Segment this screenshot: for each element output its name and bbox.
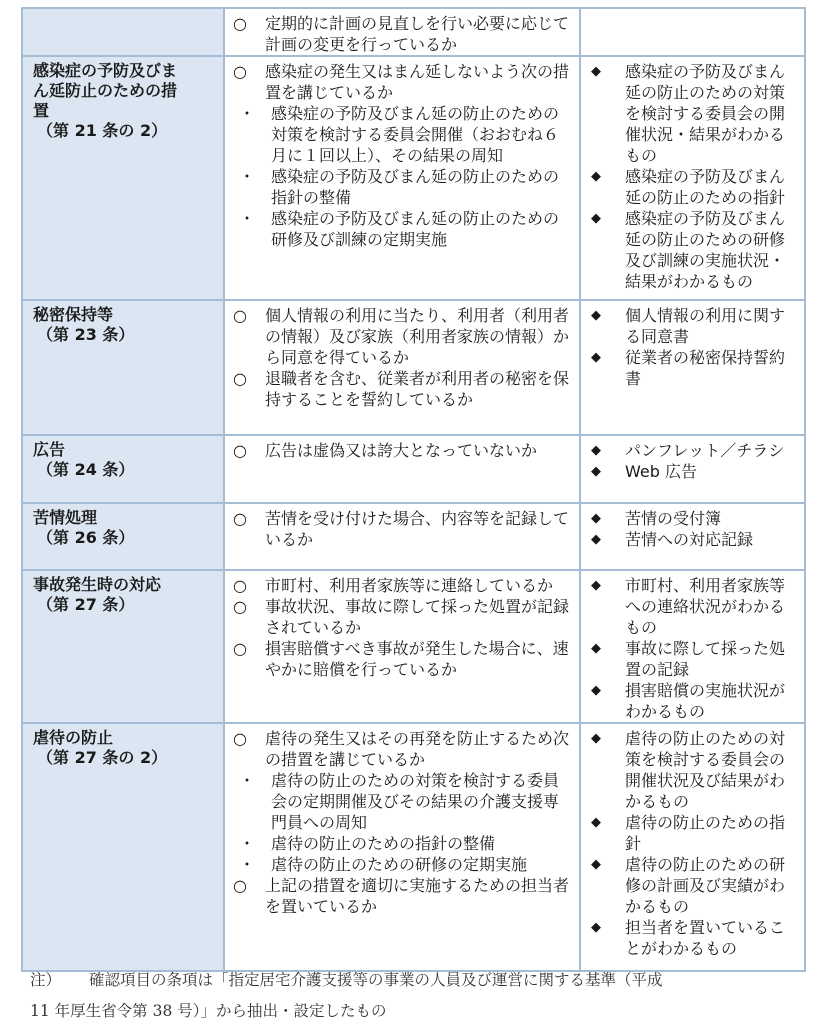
footnote-text-1: 確認項目の条項は「指定居宅介護支援等の事業の人員及び運営に関する基準（平成 — [89, 971, 663, 989]
circle-bullet-icon: ○ — [233, 306, 247, 325]
document-item-text: 虐待の防止のための対策を検討する委員会の開催状況及び結果がわかるもの — [625, 729, 786, 811]
document-item — [589, 917, 798, 959]
dot-bullet-icon: ・ — [239, 167, 256, 186]
documents-cell — [580, 300, 805, 435]
diamond-bullet-icon: ◆ — [591, 211, 601, 226]
footnote-prefix: 注） — [30, 971, 62, 989]
circle-bullet-icon: ○ — [233, 441, 247, 460]
check-item-text: 事故状況、事故に際して採った処置が記録されているか — [265, 597, 570, 637]
table-row — [22, 8, 805, 56]
documents-cell — [580, 570, 805, 723]
circle-bullet-icon: ○ — [233, 14, 247, 33]
item-title-line: 虐待の防止 — [33, 728, 114, 747]
circle-bullet-icon: ○ — [233, 597, 247, 616]
item-title-cell — [22, 570, 224, 723]
document-item — [589, 208, 798, 292]
document-item-text: 感染症の予防及びまん延の防止のための研修及び訓練の実施状況・結果がわかるもの — [625, 209, 786, 291]
document-item — [589, 529, 798, 550]
check-item — [233, 166, 573, 208]
document-item-text: 感染症の予防及びまん延の防止のための指針 — [625, 167, 786, 207]
check-item-text: 個人情報の利用に当たり、利用者（利用者の情報）及び家族（利用者家族の情報）から同意を得ているか — [265, 306, 570, 367]
article-reference: （第 27 条の 2） — [37, 748, 168, 767]
document-item-text: 感染症の予防及びまん延の防止のための対策を検討する委員会の開催状況・結果がわかるもの — [625, 62, 786, 165]
check-items-cell — [224, 56, 580, 300]
check-item-text: 感染症の予防及びまん延の防止のための指針の整備 — [271, 167, 560, 207]
circle-bullet-icon: ○ — [233, 369, 247, 388]
check-items-cell — [224, 8, 580, 56]
check-item — [233, 596, 573, 638]
document-item-text: 担当者を置いていることがわかるもの — [625, 918, 786, 958]
check-items-cell — [224, 723, 580, 971]
circle-bullet-icon: ○ — [233, 876, 247, 895]
document-item-text: 苦情への対応記録 — [625, 530, 754, 549]
check-item-text: 虐待の防止のための指針の整備 — [271, 834, 496, 853]
document-item-text: 虐待の防止のための指針 — [625, 813, 786, 853]
circle-bullet-icon: ○ — [233, 509, 247, 528]
check-item-text: 広告は虚偽又は誇大となっていないか — [265, 441, 538, 460]
table-row — [22, 435, 805, 503]
diamond-bullet-icon: ◆ — [591, 731, 601, 746]
document-item-text: 個人情報の利用に関する同意書 — [625, 306, 786, 346]
article-reference: （第 23 条） — [37, 325, 135, 344]
check-items-cell — [224, 570, 580, 723]
check-item — [233, 770, 573, 833]
document-item-text: 市町村、利用者家族等への連絡状況がわかるもの — [625, 576, 786, 637]
circle-bullet-icon: ○ — [233, 639, 247, 658]
item-title-line: 秘密保持等 — [33, 305, 114, 324]
table-body — [22, 8, 805, 971]
diamond-bullet-icon: ◆ — [591, 64, 601, 79]
table-row — [22, 503, 805, 570]
check-item — [233, 208, 573, 250]
check-item — [233, 103, 573, 166]
footnote-line-2: 11 年厚生省令第 38 号）」から抽出・設定したもの — [30, 1002, 387, 1020]
check-item-text: 定期的に計画の見直しを行い必要に応じて計画の変更を行っているか — [265, 14, 570, 54]
check-item — [233, 368, 573, 410]
document-item — [589, 728, 798, 812]
documents-cell — [580, 8, 805, 56]
document-item-text: 従業者の秘密保持誓約書 — [625, 348, 786, 388]
diamond-bullet-icon: ◆ — [591, 578, 601, 593]
diamond-bullet-icon: ◆ — [591, 857, 601, 872]
document-item-text: 事故に際して採った処置の記録 — [625, 639, 786, 679]
diamond-bullet-icon: ◆ — [591, 683, 601, 698]
diamond-bullet-icon: ◆ — [591, 532, 601, 547]
check-item-text: 感染症の予防及びまん延の防止のための対策を検討する委員会開催（おおむね６月に１回以上）、その結果の周知 — [271, 104, 560, 165]
document-item — [589, 61, 798, 166]
dot-bullet-icon: ・ — [239, 104, 256, 123]
check-item-text: 上記の措置を適切に実施するための担当者を置いているか — [265, 876, 570, 916]
document-item-text: 損害賠償の実施状況がわかるもの — [625, 681, 786, 721]
documents-cell — [580, 56, 805, 300]
document-item-text: 虐待の防止のための研修の計画及び実績がわかるもの — [625, 855, 786, 916]
check-item-text: 市町村、利用者家族等に連絡しているか — [265, 576, 554, 595]
check-item — [233, 875, 573, 917]
diamond-bullet-icon: ◆ — [591, 308, 601, 323]
diamond-bullet-icon: ◆ — [591, 815, 601, 830]
diamond-bullet-icon: ◆ — [591, 443, 601, 458]
check-item — [233, 638, 573, 680]
documents-cell — [580, 435, 805, 503]
document-item — [589, 812, 798, 854]
document-item — [589, 854, 798, 917]
item-title-cell — [22, 300, 224, 435]
documents-cell — [580, 723, 805, 971]
dot-bullet-icon: ・ — [239, 771, 256, 790]
check-item — [233, 508, 573, 550]
check-item — [233, 854, 573, 875]
document-item — [589, 461, 798, 482]
check-item-text: 苦情を受け付けた場合、内容等を記録しているか — [265, 509, 570, 549]
item-title-line: 感染症の予防及びま — [33, 61, 178, 80]
diamond-bullet-icon: ◆ — [591, 920, 601, 935]
check-item — [233, 440, 573, 461]
item-title-line: 事故発生時の対応 — [33, 575, 162, 594]
check-item — [233, 305, 573, 368]
check-items-cell — [224, 503, 580, 570]
document-item — [589, 305, 798, 347]
document-item-text: Web 広告 — [625, 462, 697, 481]
circle-bullet-icon: ○ — [233, 62, 247, 81]
check-item-text: 虐待の発生又はその再発を防止するため次の措置を講じているか — [265, 729, 570, 769]
item-title-cell — [22, 56, 224, 300]
check-item — [233, 728, 573, 770]
article-reference: （第 21 条の 2） — [37, 121, 168, 140]
documents-cell — [580, 503, 805, 570]
check-item-text: 感染症の発生又はまん延しないよう次の措置を講じているか — [265, 62, 570, 102]
check-item-text: 損害賠償すべき事故が発生した場合に、速やかに賠償を行っているか — [265, 639, 569, 679]
check-item-text: 退職者を含む、従業者が利用者の秘密を保持することを誓約しているか — [265, 369, 570, 409]
diamond-bullet-icon: ◆ — [591, 169, 601, 184]
check-items-cell — [224, 435, 580, 503]
item-title-cell — [22, 723, 224, 971]
diamond-bullet-icon: ◆ — [591, 641, 601, 656]
footnote — [30, 965, 820, 1027]
item-title-cell — [22, 8, 224, 56]
check-items-cell — [224, 300, 580, 435]
document-item-text: 苦情の受付簿 — [625, 509, 722, 528]
document-item — [589, 575, 798, 638]
table-row — [22, 56, 805, 300]
document-item — [589, 508, 798, 529]
article-reference: （第 26 条） — [37, 528, 135, 547]
diamond-bullet-icon: ◆ — [591, 464, 601, 479]
document-item — [589, 166, 798, 208]
circle-bullet-icon: ○ — [233, 729, 247, 748]
check-item-text: 虐待の防止のための対策を検討する委員会の定期開催及びその結果の介護支援専門員への周知 — [271, 771, 560, 832]
article-reference: （第 27 条） — [37, 595, 135, 614]
check-item — [233, 61, 573, 103]
check-item — [233, 833, 573, 854]
dot-bullet-icon: ・ — [239, 209, 256, 228]
inspection-table — [21, 7, 806, 972]
check-item — [233, 575, 573, 596]
diamond-bullet-icon: ◆ — [591, 350, 601, 365]
document-item — [589, 638, 798, 680]
dot-bullet-icon: ・ — [239, 855, 256, 874]
item-title-line: 広告 — [33, 440, 66, 459]
check-item-text: 感染症の予防及びまん延の防止のための研修及び訓練の定期実施 — [271, 209, 560, 249]
dot-bullet-icon: ・ — [239, 834, 256, 853]
item-title-line: ん延防止のための措 — [33, 81, 178, 100]
circle-bullet-icon: ○ — [233, 576, 247, 595]
table-row — [22, 723, 805, 971]
document-item — [589, 680, 798, 722]
document-item — [589, 440, 798, 461]
article-reference: （第 24 条） — [37, 460, 135, 479]
item-title-cell — [22, 503, 224, 570]
item-title-cell — [22, 435, 224, 503]
table-row — [22, 300, 805, 435]
footnote-line-1 — [30, 965, 820, 996]
check-item — [233, 13, 573, 55]
check-item-text: 虐待の防止のための研修の定期実施 — [271, 855, 528, 874]
item-title-line: 苦情処理 — [33, 508, 98, 527]
item-title-line: 置 — [33, 101, 50, 120]
table-row — [22, 570, 805, 723]
document-item-text: パンフレット／チラシ — [625, 441, 785, 460]
document-item — [589, 347, 798, 389]
diamond-bullet-icon: ◆ — [591, 511, 601, 526]
